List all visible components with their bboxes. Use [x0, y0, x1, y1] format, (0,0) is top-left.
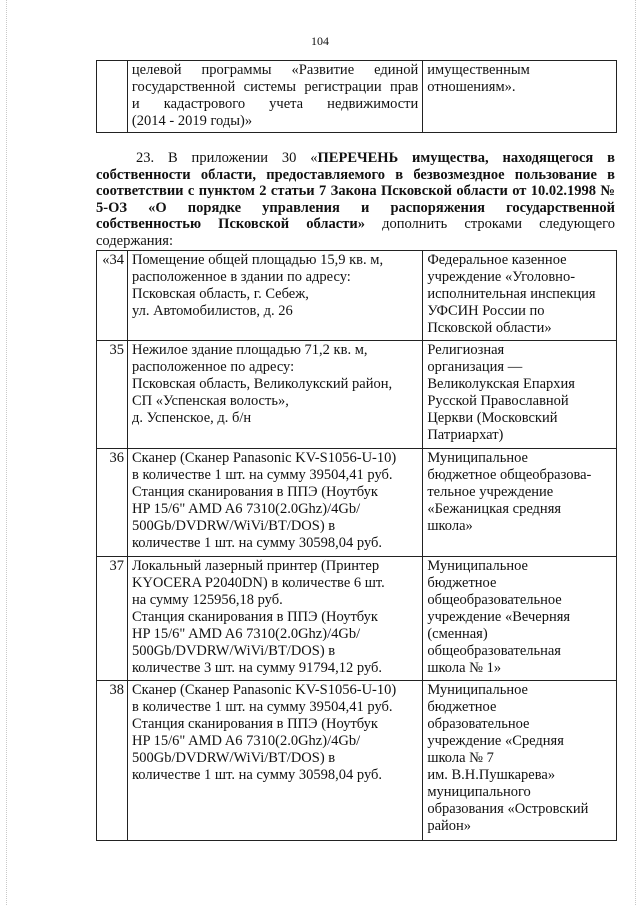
row-number: 35: [97, 341, 128, 449]
property-holder: [423, 251, 617, 341]
paragraph-tail: дополнить строками следующего содержания:: [96, 216, 615, 249]
row-number: «34: [97, 251, 128, 341]
text-line: им. В.Н.Пушкарева»: [427, 767, 556, 783]
text-line: Патриархат): [427, 427, 504, 443]
property-holder: [423, 681, 617, 841]
text-line: Станция сканирования в ППЭ (Ноутбук: [131, 716, 378, 732]
row-number: 36: [97, 449, 128, 557]
table-row: [97, 61, 617, 133]
row-number: 37: [97, 557, 128, 681]
scan-edge-right: [635, 0, 640, 905]
table-row: [97, 681, 617, 841]
text-line: 500Gb/DVDRW/WiVi/BT/DOS) в: [131, 750, 336, 766]
number-cell: [97, 61, 128, 133]
text-line: расположенное в здании по адресу:: [131, 269, 351, 285]
text-line: Помещение общей площадью 15,9 кв. м,: [131, 252, 384, 268]
text-line: на сумму 125956,18 руб.: [131, 592, 283, 608]
text-line: УФСИН России по: [427, 303, 545, 319]
text-line: школа № 1»: [427, 660, 502, 676]
text-line: бюджетное общеобразова-: [427, 467, 592, 483]
text-line: KYOCERA P2040DN) в количестве 6 шт.: [131, 575, 385, 591]
amendment-paragraph: [96, 150, 615, 249]
text-line: СП «Успенская волость»,: [131, 393, 289, 409]
property-table: [96, 250, 617, 841]
text-line: в количестве 1 шт. на сумму 39504,41 руб.: [131, 699, 393, 715]
page-number: 104: [311, 34, 329, 48]
property-description: [127, 251, 422, 341]
text-line: учреждение «Средняя: [427, 733, 564, 749]
table-row: [97, 341, 617, 449]
paragraph-lead: 23. В приложении 30 «: [136, 150, 318, 166]
text-line: количестве 1 шт. на сумму 30598,04 руб.: [131, 767, 383, 783]
property-holder: [423, 449, 617, 557]
text-line: HP 15/6" AMD A6 7310(2.0Ghz)/4Gb/: [131, 733, 361, 749]
text-line: общеобразовательное: [427, 592, 562, 608]
text-line: Нежилое здание площадью 71,2 кв. м,: [131, 342, 368, 358]
text-line: школа»: [427, 518, 473, 534]
text-line: муниципального: [427, 784, 531, 800]
text-line: Сканер (Сканер Panasonic KV-S1056-U-10): [131, 450, 397, 466]
text-line: Станция сканирования в ППЭ (Ноутбук: [131, 484, 378, 500]
text-line: Муниципальное: [427, 682, 528, 698]
text-line: (сменная): [427, 626, 488, 642]
property-description: [127, 449, 422, 557]
row-number: 38: [97, 681, 128, 841]
text-line: бюджетное: [427, 699, 497, 715]
text-line: Религиозная: [427, 342, 505, 358]
text-line: школа № 7: [427, 750, 494, 766]
text-line: бюджетное: [427, 575, 497, 591]
text-line: образования «Островский: [427, 801, 589, 817]
text-line: д. Успенское, д. б/н: [131, 410, 252, 426]
text-line: расположенное по адресу:: [131, 359, 295, 375]
text-line: Муниципальное: [427, 450, 528, 466]
text-line: имущественным: [427, 62, 530, 78]
scan-edge-left: [0, 0, 7, 905]
top-continuation-table: [96, 60, 617, 133]
text-line: Русской Православной: [427, 393, 569, 409]
text-line: Станция сканирования в ППЭ (Ноутбук: [131, 609, 378, 625]
text-line: исполнительная инспекция: [427, 286, 596, 302]
text-line: Церкви (Московский: [427, 410, 558, 426]
text-line: Великолукская Епархия: [427, 376, 575, 392]
text-line: государственной системы регистрации прав: [131, 79, 419, 95]
paragraph-bold-title: ПЕРЕЧЕНЬ имущества, находящегося в собственности области, предоставляемого в безвозмездное пользование в соответствии с пунктом 2 статьи 7 Закона Псковской области от 10.02.1998 № 5-ОЗ «О порядке управления и распоряжения государственной собственностью Псковской области»: [96, 150, 615, 232]
text-line: Псковской области»: [427, 320, 552, 336]
text-line: (2014 - 2019 годы)»: [131, 113, 253, 129]
text-line: отношениям».: [427, 79, 516, 95]
text-line: и кадастрового учета недвижимости: [131, 96, 419, 112]
text-line: 500Gb/DVDRW/WiVi/BT/DOS) в: [131, 518, 336, 534]
property-description: [127, 681, 422, 841]
text-line: «Бежаницкая средняя: [427, 501, 562, 517]
text-line: общеобразовательная: [427, 643, 561, 659]
text-line: тельное учреждение: [427, 484, 554, 500]
text-line: Псковская область, г. Себеж,: [131, 286, 309, 302]
text-line: количестве 1 шт. на сумму 30598,04 руб.: [131, 535, 383, 551]
text-line: Федеральное казенное: [427, 252, 567, 268]
text-line: учреждение «Уголовно-: [427, 269, 576, 285]
text-line: 500Gb/DVDRW/WiVi/BT/DOS) в: [131, 643, 336, 659]
text-line: Псковская область, Великолукский район,: [131, 376, 393, 392]
holder-cell: [423, 61, 617, 133]
text-line: район»: [427, 818, 472, 834]
property-description: [127, 557, 422, 681]
text-line: HP 15/6" AMD A6 7310(2.0Ghz)/4Gb/: [131, 626, 361, 642]
table-row: [97, 557, 617, 681]
text-line: образовательное: [427, 716, 530, 732]
text-line: HP 15/6" AMD A6 7310(2.0Ghz)/4Gb/: [131, 501, 361, 517]
text-line: организация —: [427, 359, 523, 375]
table-row: [97, 449, 617, 557]
text-line: Муниципальное: [427, 558, 528, 574]
text-line: в количестве 1 шт. на сумму 39504,41 руб.: [131, 467, 393, 483]
table-row: [97, 251, 617, 341]
text-line: Сканер (Сканер Panasonic KV-S1056-U-10): [131, 682, 397, 698]
property-description: [127, 341, 422, 449]
description-cell: [127, 61, 422, 133]
text-line: целевой программы «Развитие единой: [131, 62, 419, 78]
text-line: количестве 3 шт. на сумму 91794,12 руб.: [131, 660, 383, 676]
property-holder: [423, 557, 617, 681]
property-holder: [423, 341, 617, 449]
text-line: учреждение «Вечерняя: [427, 609, 571, 625]
text-line: ул. Автомобилистов, д. 26: [131, 303, 293, 319]
text-line: Локальный лазерный принтер (Принтер: [131, 558, 380, 574]
